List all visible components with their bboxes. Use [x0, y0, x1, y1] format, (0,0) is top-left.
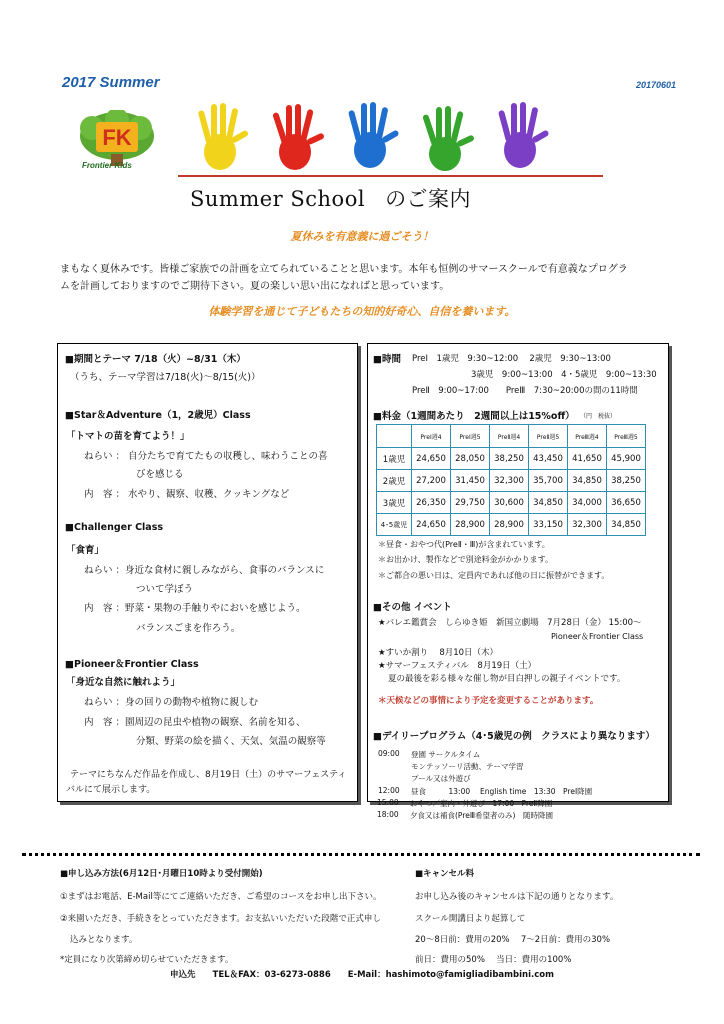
fee-cell: 34,850	[529, 492, 568, 514]
daily-activity: モンテッソーリ活動、テーマ学習	[411, 762, 524, 771]
star-class-heading: ■Star＆Adventure（1，2歳児）Class	[65, 410, 251, 421]
fee-cell: 29,750	[451, 492, 490, 514]
cancel-line-3: 20～8日前：費用の20% 7～2日前：費用の30%	[415, 935, 611, 945]
fee-cell: 38,250	[490, 448, 529, 470]
fee-note-2: ＊お出かけ、製作などで別途料金がかかります。	[378, 555, 554, 564]
star-class-theme: 「トマトの苗を育てよう！」	[66, 431, 190, 442]
closing-line-1: テーマにちなんだ作品を作成し、8月19日（土）のサマーフェスティ	[70, 770, 347, 780]
challenger-class-content: 内 容 ：野菜・果物の手触りやにおいを感じよう。	[84, 603, 306, 614]
fee-column-header: PreⅢ週4	[568, 425, 607, 448]
red-hand-icon	[272, 104, 325, 170]
challenger-class-content-cont: バランスごまを作ろう。	[136, 623, 241, 634]
cancel-line-2: スクール開講日より起算して	[415, 914, 526, 924]
closing-line-2: バルにて展示します。	[66, 785, 156, 795]
fee-cell: 33,150	[529, 514, 568, 536]
pioneer-class-content: 内 容 ：園周辺の昆虫や植物の観察、名前を知る、	[84, 717, 306, 728]
event-ballet-class: Pioneer＆Frontier Class	[551, 632, 644, 641]
fee-cell: 24,650	[412, 448, 451, 470]
table-row	[377, 448, 646, 470]
fee-cell: 28,900	[451, 514, 490, 536]
handprints-illustration	[180, 100, 560, 174]
pioneer-class-content-cont: 分類、野菜の絵を描く、天気、気温の観察等	[136, 736, 326, 747]
daily-activity: 夕食又は補食(PreⅢ希望者のみ) 随時降園	[410, 811, 553, 820]
star-class-aim: ねらい ： 自分たちで育てたもの収穫し、味わうことの喜	[84, 451, 328, 462]
challenger-class-aim: ねらい ：身近な食材に親しみながら、食事のバランスに	[84, 565, 325, 576]
fee-row-label: 1歳児	[377, 448, 412, 470]
fee-column-header: PreⅡ週4	[490, 425, 529, 448]
cancel-line-1: お申し込み後のキャンセルは下記の通りとなります。	[415, 892, 619, 902]
fee-cell: 28,900	[490, 514, 529, 536]
page-title	[190, 183, 471, 213]
fee-table-header-row	[377, 425, 646, 448]
contact-info: 申込先 TEL＆FAX：03-6273-0886 E-Mail：hashimoto@famigliadibambini.com	[170, 970, 554, 980]
pioneer-class-aim: ねらい ：身の回りの動物や植物に親しむ	[84, 697, 259, 708]
fee-cell: 43,450	[529, 448, 568, 470]
daily-time: 18:00	[377, 810, 399, 819]
fee-cell: 34,850	[607, 514, 646, 536]
event-festival: ★サマーフェスティバル 8月19日（土）	[378, 661, 537, 671]
fee-cell: 36,650	[607, 492, 646, 514]
time-line-1: PreⅠ 1歳児 9:30~12:00 2歳児 9:30~13:00	[412, 354, 611, 364]
cancel-line-4: 前日：費用の50% 当日：費用の100%	[415, 955, 572, 965]
time-heading: ■時間	[373, 354, 401, 365]
title-japanese: のご案内	[385, 187, 472, 211]
subtitle: 夏休みを有意義に過ごそう！	[290, 230, 434, 243]
period-note: （うち、テーマ学習は7/18(火)～8/15(火)）	[70, 372, 261, 383]
fee-cell: 34,850	[568, 470, 607, 492]
period-heading: ■期間とテーマ 7/18（火）~8/31（木）	[65, 354, 246, 365]
green-hand-icon	[422, 106, 475, 171]
cancel-heading: ■キャンセル料	[415, 869, 475, 879]
fee-table-corner	[377, 425, 412, 448]
daily-activity: 登園 サークルタイム	[411, 750, 481, 759]
fee-tax-note: （円 税抜）	[580, 413, 617, 420]
daily-time: 15:00	[377, 798, 399, 807]
fee-cell: 32,300	[490, 470, 529, 492]
daily-time: 12:00	[378, 786, 400, 795]
daily-heading: ■デイリープログラム（4･5歳児の例 クラスにより異なります）	[373, 731, 655, 742]
fee-heading: ■料金（1週間あたり 2週間以上は15%off）	[373, 411, 575, 422]
fee-row-label: 4･5歳児	[377, 514, 412, 536]
fee-cell: 32,300	[568, 514, 607, 536]
fee-column-header: PreⅠ週5	[451, 425, 490, 448]
challenger-class-aim-cont: ついて学ぼう	[136, 584, 194, 595]
table-row	[377, 470, 646, 492]
daily-activity: プール又は外遊び	[411, 774, 471, 783]
fee-cell: 28,050	[451, 448, 490, 470]
issue-date: 20170601	[636, 80, 677, 90]
fee-cell: 38,250	[607, 470, 646, 492]
fee-cell: 24,650	[412, 514, 451, 536]
fee-cell: 41,650	[568, 448, 607, 470]
title-underline	[178, 175, 603, 177]
fee-cell: 35,700	[529, 470, 568, 492]
application-note: *定員になり次第締め切らせていただきます。	[60, 955, 234, 965]
fee-cell: 34,000	[568, 492, 607, 514]
purple-hand-icon	[498, 102, 550, 168]
daily-activity: おやつ／室内・外遊び 17:00 PreⅡ降園	[410, 799, 553, 808]
table-row	[377, 514, 646, 536]
application-heading: ■申し込み方法(6月12日･月曜日10時より受付開始)	[60, 869, 263, 879]
fee-table	[376, 424, 646, 536]
daily-time: 09:00	[378, 749, 400, 758]
blue-hand-icon	[348, 102, 400, 168]
logo-letters: FK	[102, 125, 132, 150]
fee-row-label: 3歳児	[377, 492, 412, 514]
pioneer-class-heading: ■Pioneer＆Frontier Class	[65, 659, 199, 670]
fee-note-3: ＊ご都合の悪い日は、定員内であれば他の日に振替ができます。	[378, 571, 610, 580]
fee-column-header: PreⅠ週4	[412, 425, 451, 448]
intro-line-2: ムを計画しておりますのでご期待下さい。夏の楽しい思い出になればと思っています。	[60, 281, 450, 292]
fee-note-1: ＊昼食・おやつ代(PreⅡ・Ⅲ)が含まれています。	[378, 540, 550, 549]
time-line-3: PreⅡ 9:00~17:00 PreⅢ 7:30~20:00の間の11時間	[412, 386, 638, 396]
event-festival-desc: 夏の最後を彩る様々な催し物が目白押しの親子イベントです。	[388, 674, 626, 684]
daily-activity: 昼食 13:00 English time 13:30 PreⅠ降園	[411, 787, 593, 796]
fee-cell: 26,350	[412, 492, 451, 514]
application-step-2-cont: 込みとなります。	[70, 935, 138, 945]
pioneer-class-theme: 「身近な自然に触れよう」	[66, 677, 181, 688]
fee-row-label: 2歳児	[377, 470, 412, 492]
challenger-class-theme: 「食育」	[66, 545, 105, 556]
fee-column-header: PreⅡ週5	[529, 425, 568, 448]
intro-line-1: まもなく夏休みです。皆様ご家族での計画を立てられていることと思います。本年も恒例のサマースクールで有意義なプログラ	[60, 264, 628, 275]
details-box	[367, 343, 669, 802]
application-step-1: ①まずはお電話、E-Mail等にてご連絡いただき、ご希望のコースをお申し出下さい。	[60, 892, 382, 902]
table-row	[377, 492, 646, 514]
section-divider	[22, 853, 700, 856]
year-label: 2017 Summer	[62, 74, 160, 91]
schedule-warning: ＊天候などの事情により予定を変更することがあります。	[378, 696, 599, 706]
event-heading: ■その他 イベント	[373, 602, 452, 613]
event-ballet: ★バレエ鑑賞会 しらゆき姫 新国立劇場 7月28日（金） 15:00～	[378, 618, 642, 628]
star-class-content: 内 容 ： 水やり、観察、収穫、クッキングなど	[84, 489, 290, 500]
themes-box	[57, 343, 358, 802]
application-step-2: ②来園いただき、手続きをとっていただきます。お支払いいただいた段階で正式申し	[60, 914, 381, 924]
fee-cell: 45,900	[607, 448, 646, 470]
fee-cell: 30,600	[490, 492, 529, 514]
star-class-aim-cont: びを感じる	[136, 469, 184, 480]
fee-cell: 31,450	[451, 470, 490, 492]
title-english: Summer School	[190, 187, 366, 211]
time-line-2: 3歳児 9:00~13:00 4・5歳児 9:00~13:30	[471, 370, 657, 380]
challenger-class-heading: ■Challenger Class	[65, 522, 164, 533]
yellow-hand-icon	[198, 103, 249, 170]
event-watermelon: ★すいか割り 8月10日（木）	[378, 648, 499, 658]
intro-paragraph	[60, 261, 680, 295]
fee-column-header: PreⅢ週5	[607, 425, 646, 448]
fee-cell: 27,200	[412, 470, 451, 492]
logo-caption: Frontier Kids	[82, 161, 132, 170]
slogan: 体験学習を通じて子どもたちの知的好奇心、自信を養います。	[208, 305, 516, 318]
